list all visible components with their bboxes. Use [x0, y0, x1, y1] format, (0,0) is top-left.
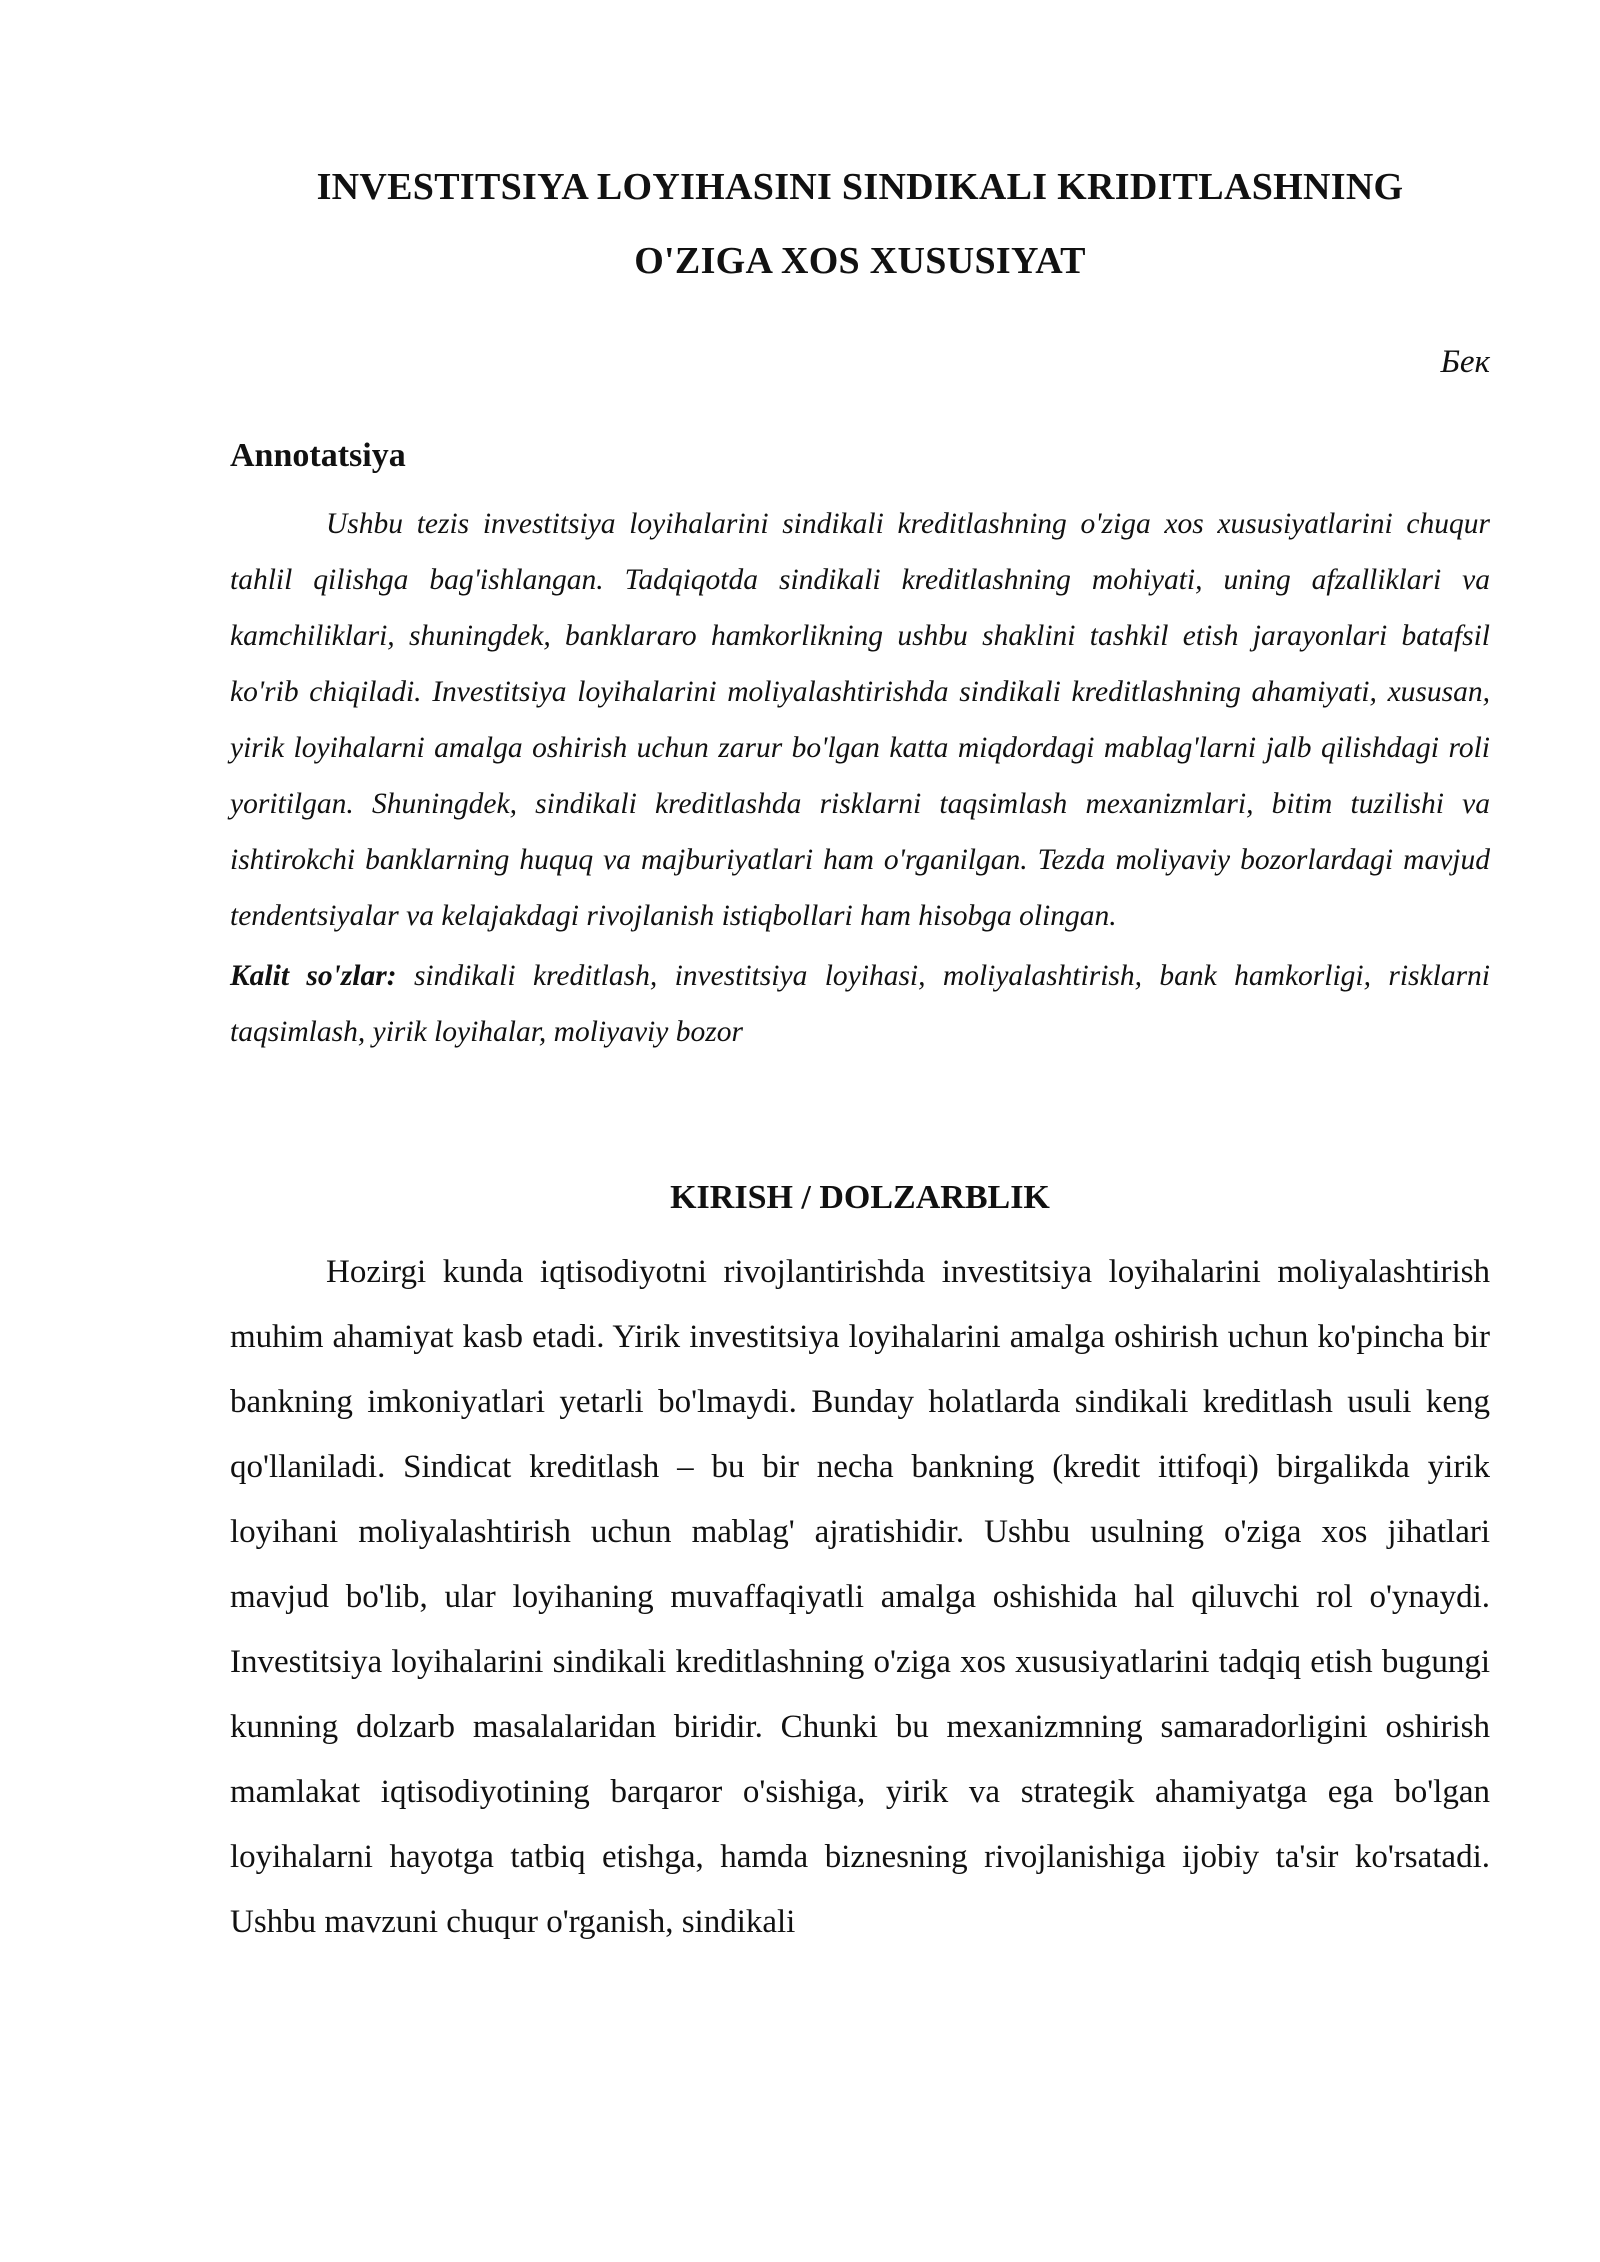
- annotation-text: Ushbu tezis investitsiya loyihalarini sindikali kreditlashning o'ziga xos xususiyatlarini chuqur tahlil qilishga bag'ishlangan. Tadqiqotda sindikali kreditlashning mohiyati, uning afzalliklari va kamchiliklari, shuningdek, banklararo hamkorlikning ushbu shaklini tashkil etish jarayonlari batafsil ko'rib chiqiladi. Investitsiya loyihalarini moliyalashtirishda sindikali kreditlashning ahamiyati, xususan, yirik loyihalarni amalga oshirish uchun zarur bo'lgan katta miqdordagi mablag'larni jalb qilishdagi roli yoritilgan. Shuningdek, sindikali kreditlashda risklarni taqsimlash mexanizmlari, bitim tuzilishi va ishtirokchi banklarning huquq va majburiyatlari ham o'rganilgan. Tezda moliyaviy bozorlardagi mavjud tendentsiyalar va kelajakdagi rivojlanish istiqbollari ham hisobga olingan.: [230, 508, 1490, 932]
- document-title: [230, 0, 1490, 298]
- keywords-paragraph: [230, 948, 1490, 1060]
- title-line-1: INVESTITSIYA LOYIHASINI SINDIKALI KRIDITLASHNING: [316, 166, 1404, 208]
- title-line-2: O'ZIGA XOS XUSUSIYAT: [634, 240, 1086, 282]
- keywords-label: Kalit so'zlar:: [230, 960, 397, 992]
- body-paragraph: Hozirgi kunda iqtisodiyotni rivojlantirishda investitsiya loyihalarini moliyalashtirish muhim ahamiyat kasb etadi. Yirik investitsiya loyihalarini amalga oshirish uchun ko'pincha bir bankning imkoniyatlari yetarli bo'lmaydi. Bunday holatlarda sindikali kreditlash usuli keng qo'llaniladi. Sindicat kreditlash – bu bir necha bankning (kredit ittifoqi) birgalikda yirik loyihani moliyalashtirish uchun mablag' ajratishidir. Ushbu usulning o'ziga xos jihatlari mavjud bo'lib, ular loyihaning muvaffaqiyatli amalga oshishida hal qiluvchi rol o'ynaydi. Investitsiya loyihalarini sindikali kreditlashning o'ziga xos xususiyatlarini tadqiq etish bugungi kunning dolzarb masalalaridan biridir. Chunki bu mexanizmning samaradorligini oshirish mamlakat iqtisodiyotining barqaror o'sishiga, yirik va strategik ahamiyatga ega bo'lgan loyihalarni hayotga tatbiq etishga, hamda biznesning rivojlanishiga ijobiy ta'sir ko'rsatadi. Ushbu mavzuni chuqur o'rganish, sindikali: [230, 1254, 1490, 1940]
- document-page: [230, 0, 1490, 1955]
- author-name: Бек: [1440, 344, 1490, 380]
- annotation-heading: Annotatsiya: [230, 437, 406, 474]
- section-heading: KIRISH / DOLZARBLIK: [670, 1179, 1050, 1216]
- keywords-text: sindikali kreditlash, investitsiya loyihasi, moliyalashtirish, bank hamkorligi, risklarni taqsimlash, yirik loyihalar, moliyaviy bozor: [230, 960, 1491, 1048]
